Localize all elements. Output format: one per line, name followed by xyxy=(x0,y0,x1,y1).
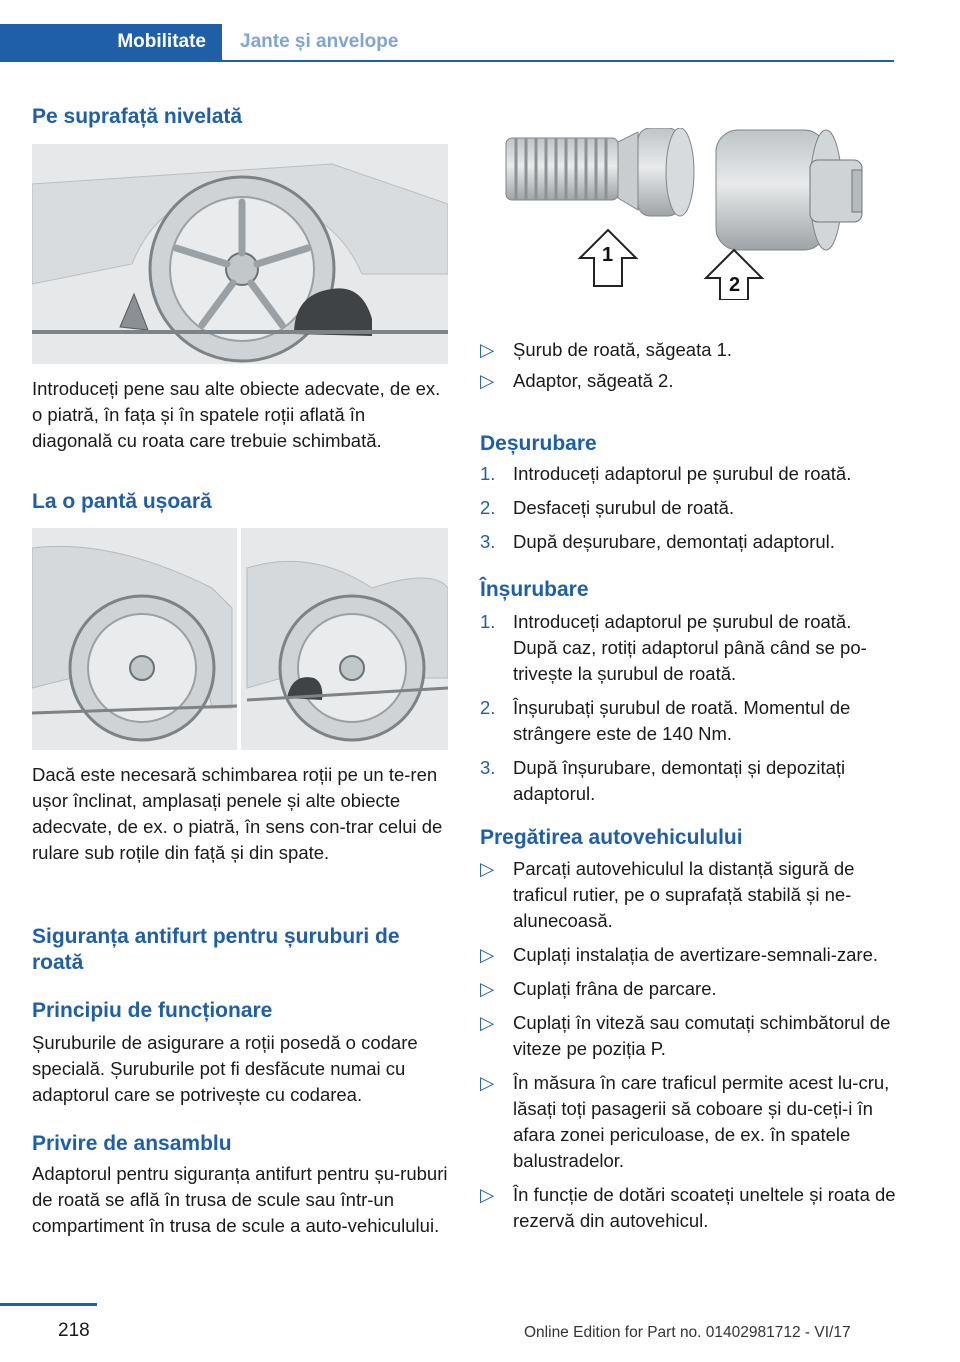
paragraph-overview: Adaptorul pentru siguranța antifurt pentru șu-ruburi de roată se află în trusa de scule sau într-un compartiment în trusa de scule a auto-vehiculului. xyxy=(32,1163,448,1236)
preparation-list xyxy=(480,856,896,1234)
arrow-label-1: 1 xyxy=(602,244,614,266)
bullet-triangle-icon: ▷ xyxy=(480,1012,495,1033)
bullet-triangle-icon: ▷ xyxy=(480,339,495,360)
heading-principle: Principiu de funcționare xyxy=(32,999,273,1022)
illustration-bolt-and-adapter xyxy=(480,128,896,300)
bullet-triangle-icon: ▷ xyxy=(480,858,495,879)
header-tab-mobilitate-label: Mobilitate xyxy=(117,31,206,52)
list-item: ▷ În funcție de dotări scoateți uneltele și roata de rezervă din autovehicul. xyxy=(480,1184,896,1231)
list-item: 3. După înșurubare, demontați și depozitați adaptorul. xyxy=(480,757,846,804)
paragraph-flat-surface: Introduceți pene sau alte obiecte adecvate, de ex. o piatră, în fața și în spatele roții aflată în diagonală cu roata care trebuie schimbată. xyxy=(32,378,441,451)
header-tab-mobilitate[interactable] xyxy=(0,24,222,62)
footer-rule xyxy=(0,1303,97,1306)
heading-screw: Înșurubare xyxy=(480,578,589,601)
parts-list xyxy=(480,337,896,394)
illustration-wheel-chock-flat xyxy=(32,144,448,364)
page-number: 218 xyxy=(58,1320,90,1341)
paragraph-slight-slope: Dacă este necesară schimbarea roții pe un te-ren ușor înclinat, amplasați penele și alte obiecte adecvate, de ex. o piatră, în sens con-trar celui de rulare sub roțile din față și din spate. xyxy=(32,764,443,863)
arrow-label-2: 2 xyxy=(729,274,741,296)
heading-vehicle-preparation: Pregătirea autovehiculului xyxy=(480,826,743,849)
bullet-triangle-icon: ▷ xyxy=(480,978,495,999)
list-item: 1. Introduceți adaptorul pe șurubul de roată. După caz, rotiți adaptorul până când se po-trivește la șurubul de roată. xyxy=(480,611,867,684)
list-item: ▷ În măsura în care traficul permite acest lu-cru, lăsați toți pasagerii să coboare și du-ceți-i în afara zonei periculoase, de ex. în spatele balustradelor. xyxy=(480,1072,890,1171)
unscrew-steps xyxy=(480,461,896,555)
paragraph-principle: Șuruburile de asigurare a roții posedă o codare specială. Șuruburile pot fi desfăcute numai cu adaptorul care se potrivește cu codarea. xyxy=(32,1032,418,1105)
list-item: ▷ Cuplați instalația de avertizare-semnali-zare. xyxy=(480,942,896,968)
bullet-triangle-icon: ▷ xyxy=(480,370,495,391)
list-item: ▷ Șurub de roată, săgeata 1. xyxy=(480,337,896,363)
edition-info: Online Edition for Part no. 01402981712 - VI/17 xyxy=(524,1324,851,1341)
heading-slight-slope: La o pantă ușoară xyxy=(32,490,212,513)
header-rule xyxy=(222,60,894,62)
header-tab-jante[interactable]: Jante și anvelope xyxy=(240,31,399,52)
list-item: ▷ Adaptor, săgeată 2. xyxy=(480,368,896,394)
bullet-triangle-icon: ▷ xyxy=(480,944,495,965)
illustration-wheel-chock-slope xyxy=(32,528,448,750)
list-item: ▷ Cuplați în viteză sau comutați schimbătorul de viteze pe poziția P. xyxy=(480,1012,891,1059)
list-item: ▷ Cuplați frâna de parcare. xyxy=(480,976,896,1002)
heading-flat-surface: Pe suprafață nivelată xyxy=(32,105,243,128)
list-item: 3. După deșurubare, demontați adaptorul. xyxy=(480,531,835,552)
list-item: 2. Desfaceți șurubul de roată. xyxy=(480,497,735,518)
bullet-triangle-icon: ▷ xyxy=(480,1184,495,1205)
list-item: 2. Înșurubați șurubul de roată. Momentul de strângere este de 140 Nm. xyxy=(480,697,851,744)
heading-unscrew: Deșurubare xyxy=(480,432,597,455)
heading-overview: Privire de ansamblu xyxy=(32,1132,232,1155)
heading-antitheft: Siguranța antifurt pentru șuruburi de roată xyxy=(32,925,400,974)
bullet-triangle-icon: ▷ xyxy=(480,1072,495,1093)
screw-steps xyxy=(480,609,896,807)
list-item: ▷ Parcați autovehiculul la distanță sigură de traficul rutier, pe o suprafață stabilă și ne-alunecoasă. xyxy=(480,858,855,931)
list-item: 1. Introduceți adaptorul pe șurubul de roată. xyxy=(480,463,852,484)
